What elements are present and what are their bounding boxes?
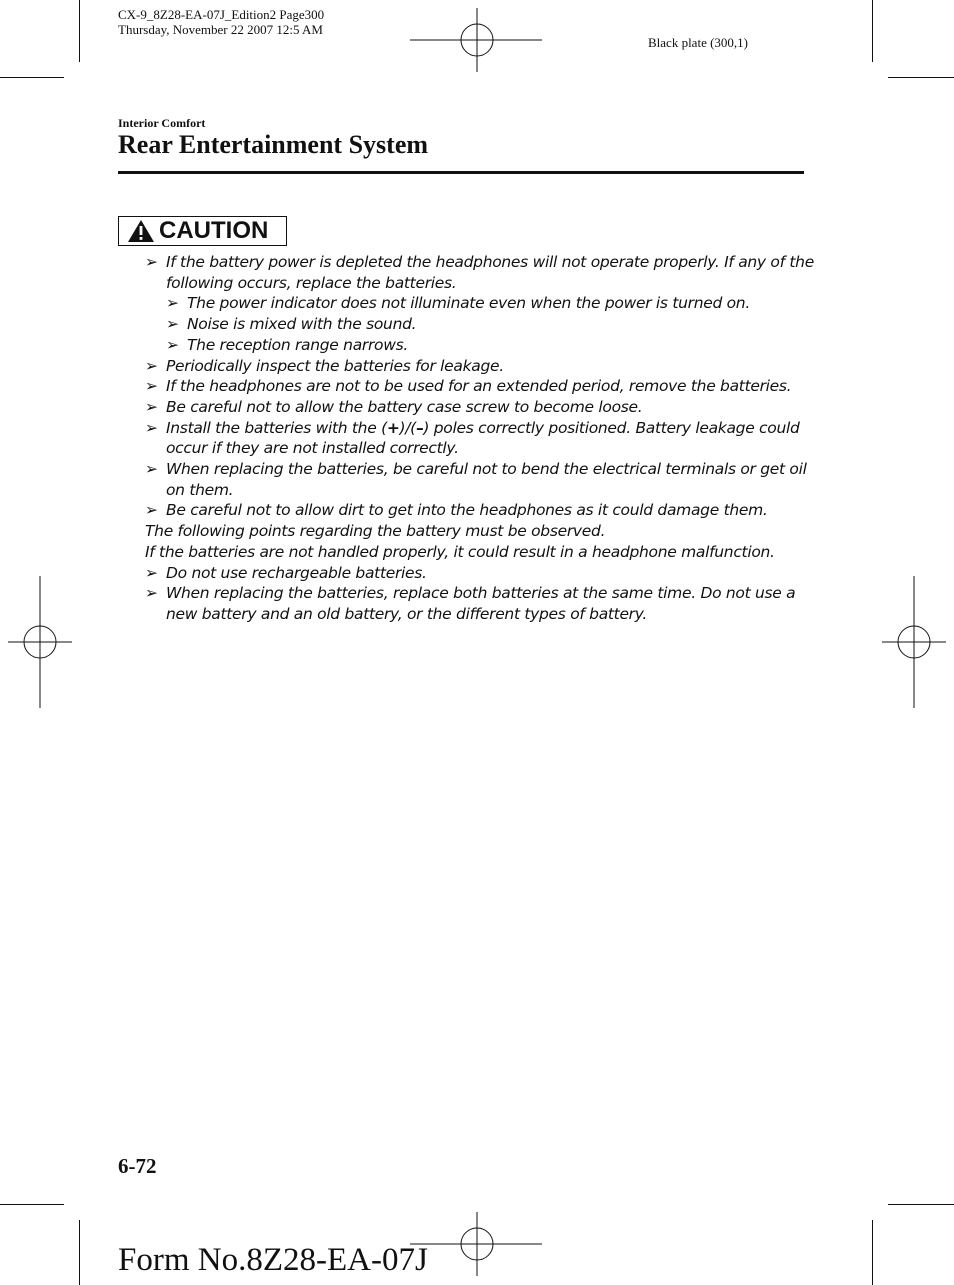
item-text-after: ) poles correctly positioned. Battery leakage could occur if they are not installed correctly.: [166, 418, 800, 458]
arrow-bullet-icon: ➢: [145, 460, 158, 479]
list-item: [145, 252, 815, 293]
title-rule: [118, 171, 804, 174]
black-plate-label: Black plate (300,1): [648, 35, 748, 50]
list-item-text: Be careful not to allow the battery case screw to become loose.: [166, 397, 643, 416]
arrow-bullet-icon: ➢: [145, 501, 158, 520]
section-label: Interior Comfort: [118, 116, 206, 130]
sub-list-item: [145, 335, 815, 356]
print-header-line2: Thursday, November 22 2007 12:5 AM: [118, 22, 323, 37]
plus-pole-symbol: +: [386, 418, 400, 437]
arrow-bullet-icon: ➢: [145, 563, 158, 582]
list-item-text: The power indicator does not illuminate even when the power is turned on.: [187, 294, 750, 313]
item-text-before: Install the batteries with the (: [166, 418, 387, 437]
print-header-line1: CX-9_8Z28-EA-07J_Edition2 Page300: [118, 7, 325, 22]
arrow-bullet-icon: ➢: [145, 356, 158, 375]
arrow-bullet-icon: ➢: [145, 397, 158, 416]
page-number: 6-72: [118, 1154, 157, 1178]
list-item-text: If the battery power is depleted the headphones will not operate properly. If any of the following occurs, replace the batteries.: [166, 253, 814, 292]
arrow-bullet-icon: ➢: [166, 294, 179, 313]
registration-mark-bottom: [410, 1212, 542, 1276]
list-item-text: The reception range narrows.: [187, 335, 409, 354]
list-item-text: Periodically inspect the batteries for leakage.: [166, 356, 504, 375]
list-item-text: Be careful not to allow dirt to get into the headphones as it could damage them.: [166, 501, 768, 520]
registration-mark-top: [410, 8, 542, 72]
caution-label: CAUTION: [159, 217, 269, 244]
list-item: [145, 563, 815, 584]
arrow-bullet-icon: ➢: [166, 315, 179, 334]
paragraph-text: If the batteries are not handled properly, it could result in a headphone malfunction.: [145, 542, 775, 561]
arrow-bullet-icon: ➢: [145, 253, 158, 271]
arrow-bullet-icon: ➢: [166, 335, 179, 354]
list-item: [145, 356, 815, 377]
list-item-text: If the headphones are not to be used for an extended period, remove the batteries.: [166, 377, 792, 396]
paragraph: [145, 542, 815, 563]
minus-pole-symbol: –: [415, 418, 424, 437]
caution-content: [145, 252, 815, 625]
page-title: Rear Entertainment System: [118, 130, 429, 159]
form-number: Form No.8Z28-EA-07J: [118, 1242, 428, 1278]
list-item: [145, 376, 815, 397]
list-item: [145, 459, 815, 500]
list-item: [145, 583, 815, 624]
caution-box: [118, 216, 287, 246]
registration-mark-left: [8, 576, 72, 708]
list-item-text: When replacing the batteries, be careful not to bend the electrical terminals or get oil on them.: [166, 460, 807, 499]
list-item-text: When replacing the batteries, replace both batteries at the same time. Do not use a new battery and an old battery, or the different types of battery.: [166, 584, 796, 623]
sub-list-item: [145, 314, 815, 335]
list-item-text: Do not use rechargeable batteries.: [166, 563, 427, 582]
arrow-bullet-icon: ➢: [145, 584, 158, 603]
paragraph: [145, 521, 815, 542]
arrow-bullet-icon: ➢: [145, 377, 158, 396]
paragraph-text: The following points regarding the battery must be observed.: [145, 522, 606, 541]
list-item: [145, 418, 815, 459]
list-item-text: Noise is mixed with the sound.: [187, 315, 417, 334]
registration-mark-right: [882, 576, 946, 708]
list-item: [145, 397, 815, 418]
sub-list-item: [145, 293, 815, 314]
print-header: [118, 7, 324, 37]
list-item: [145, 500, 815, 521]
arrow-bullet-icon: ➢: [145, 418, 158, 437]
warning-triangle-icon: [127, 219, 155, 243]
item-text-mid: )/(: [399, 418, 416, 437]
